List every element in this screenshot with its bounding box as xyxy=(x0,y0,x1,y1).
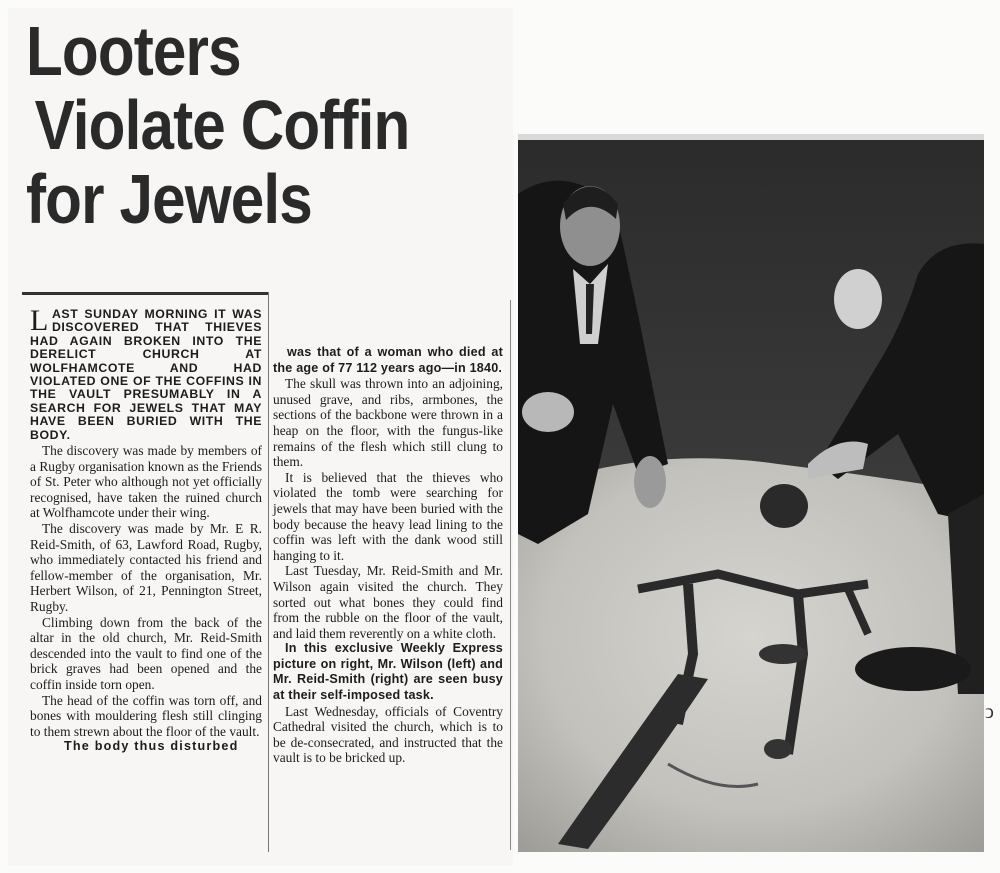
column-top-rule xyxy=(22,292,268,295)
paragraph: The head of the coffin was torn off, and bones with mouldering flesh still clinging to them strewn about the floor of the vault. xyxy=(30,692,262,739)
drop-cap: L xyxy=(30,304,49,337)
paragraph: Climbing down from the back of the altar in the old church, Mr. Reid-Smith descended into the vault to find one of the brick graves had been opened and the coffin inside torn open. xyxy=(30,614,262,692)
paragraph: The discovery was made by members of a Rugby organisation known as the Friends of St. Peter who although not yet officially recognised, have taken the ruined church at Wolfhamcote under their wing. xyxy=(30,443,262,521)
news-photo xyxy=(518,134,984,852)
headline xyxy=(26,14,409,236)
paragraph: It is believed that the thieves who violated the tomb were searching for jewels that may have been buried with the body because the heavy lead lining to the coffin was left with the dank wood still hanging to it. xyxy=(273,469,503,563)
photo-side-rule xyxy=(510,300,511,850)
scan-mark: ↄ xyxy=(985,701,994,723)
headline-line-2: Violate Coffin xyxy=(34,86,410,164)
paragraph: The discovery was made by Mr. E R. Reid-Smith, of 63, Lawford Road, Rugby, who immediately contacted his friend and fellow-member of the organisation, Mr. Herbert Wilson, of 21, Pennington Street, Rugby. xyxy=(30,521,262,614)
photo-illustration xyxy=(518,134,984,852)
article-column-1 xyxy=(30,304,262,755)
lead-paragraph xyxy=(30,304,262,442)
paragraph: The skull was thrown into an adjoining, unused grave, and ribs, armbones, the sections of the backbone were thrown in a heap on the floor, with the fungus-like remains of the flesh which still clung to them. xyxy=(273,376,503,470)
lead-text: AST SUNDAY MORNING IT WAS DISCOVERED THAT THIEVES HAD AGAIN BROKEN INTO THE DERELICT CHURCH AT WOLFHAMCOTE AND HAD VIOLATED ONE OF THE COFFINS IN THE VAULT PRESUMABLY IN A SEARCH FOR JEWELS THAT MAY HAVE BEEN BURIED WITH THE BODY. xyxy=(30,307,262,442)
column-divider xyxy=(268,292,269,852)
article-column-2 xyxy=(273,345,503,766)
headline-line-1: Looters xyxy=(26,12,241,90)
headline-line-3: for Jewels xyxy=(26,160,312,238)
column-2-top: was that of a woman who died at the age of 77 112 years ago—in 1840. xyxy=(273,345,503,375)
paragraph: Last Wednesday, officials of Coventry Cathedral visited the church, which is to be de-consecrated, and instructed that the vault is to be bricked up. xyxy=(273,703,503,766)
paragraph: Last Tuesday, Mr. Reid-Smith and Mr. Wilson again visited the church. They sorted out what bones they could find from the rubble on the floor of the vault, and laid them reverently on a white cloth. xyxy=(273,563,503,641)
photo-caption: In this exclusive Weekly Express picture on right, Mr. Wilson (left) and Mr. Reid-Smith (right) are seen busy at their self-imposed task. xyxy=(273,641,503,703)
column-1-tail: The body thus disturbed xyxy=(64,739,239,754)
